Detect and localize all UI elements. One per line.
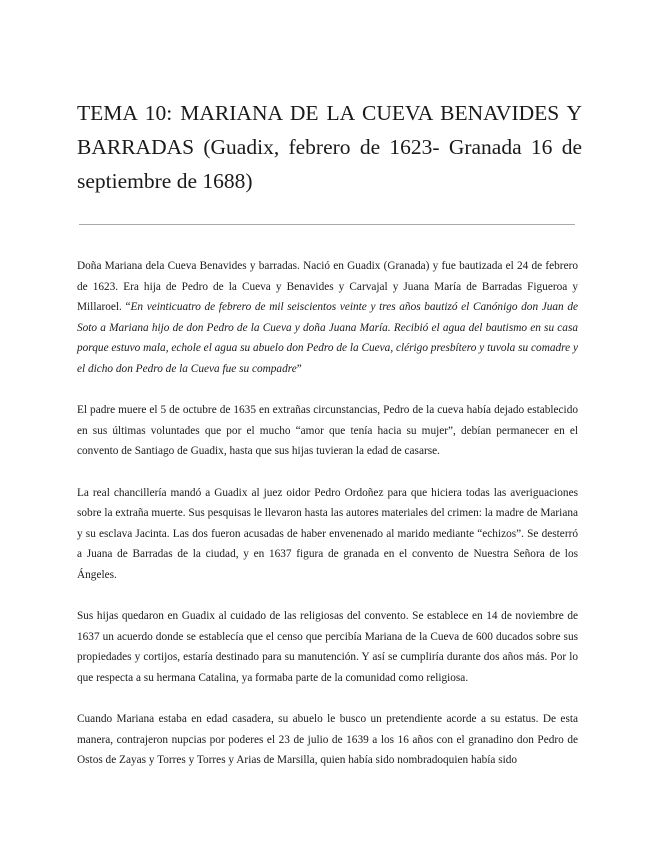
paragraph-investigation: La real chancillería mandó a Guadix al juez oidor Pedro Ordoñez para que hiciera todas las averiguaciones sobre la extraña muerte. Sus pesquisas le llevaron hasta las autores materiales del crimen: la madre de Mariana y su esclava Jacinta. Las dos fueron acusadas de haber envenenado al marido mediante “echizos”. Se desterró a Juana de Barradas de la ciudad, y en 1637 figura de granada en el convento de Nuestra Señora de los Ángeles. bbox=[77, 486, 578, 581]
baptism-record-quote: En veinticuatro de febrero de mil seiscientos veinte y tres años bautizó el Canónigo don Juan de Soto a Mariana hijo de don Pedro de la Cueva y doña Juana María. Recibió el agua del bautismo en su casa porque estuvo mala, echole el agua su abuelo don Pedro de la Cueva, clérigo presbítero y tuvola su comadre y el dicho don Pedro de la Cueva fue su compadre bbox=[77, 301, 579, 375]
document-title: TEMA 10: MARIANA DE LA CUEVA BENAVIDES Y BARRADAS (Guadix, febrero de 1623- Granada 16 de septiembre de 1688) bbox=[77, 101, 582, 193]
paragraph-father-death: El padre muere el 5 de octubre de 1635 en extrañas circunstancias, Pedro de la cueva había dejado establecido en sus últimas voluntades que por el mucho “amor que tenía hacia su mujer”, debían permanecer en el convento de Santiago de Guadix, hasta que sus hijas tuvieran la edad de casarse. bbox=[77, 404, 578, 458]
closing-quote-mark: ” bbox=[296, 362, 302, 375]
paragraph-baptism-text: Doña Mariana dela Cueva Benavides y barradas. Nació en Guadix (Granada) y fue bautizada el 24 de febrero de 1623. Era hija de Pedro de la Cueva y Benavides y Carvajal y Juana María de Barradas Figueroa y Millaroel. “ bbox=[77, 260, 578, 314]
title-divider bbox=[79, 224, 575, 225]
paragraph-baptism bbox=[77, 256, 578, 380]
paragraph-marriage: Cuando Mariana estaba en edad casadera, su abuelo le busco un pretendiente acorde a su estatus. De esta manera, contrajeron nupcias por poderes el 23 de julio de 1639 a los 16 años con el granadino don Pedro de Ostos de Zayas y Torres y Torres y Arias de Marsilla, quien había sido nombradoquien había sido bbox=[77, 713, 578, 767]
document-body bbox=[77, 256, 578, 791]
paragraph-daughters: Sus hijas quedaron en Guadix al cuidado de las religiosas del convento. Se establece en 14 de noviembre de 1637 un acuerdo donde se establecía que el censo que percibía Mariana de la Cueva de 600 ducados sobre sus propiedades y cortijos, estaría destinado para su manutención. Y así se cumpliría durante dos años más. Por lo que respecta a su hermana Catalina, ya formaba parte de la comunidad como religiosa. bbox=[77, 610, 578, 684]
